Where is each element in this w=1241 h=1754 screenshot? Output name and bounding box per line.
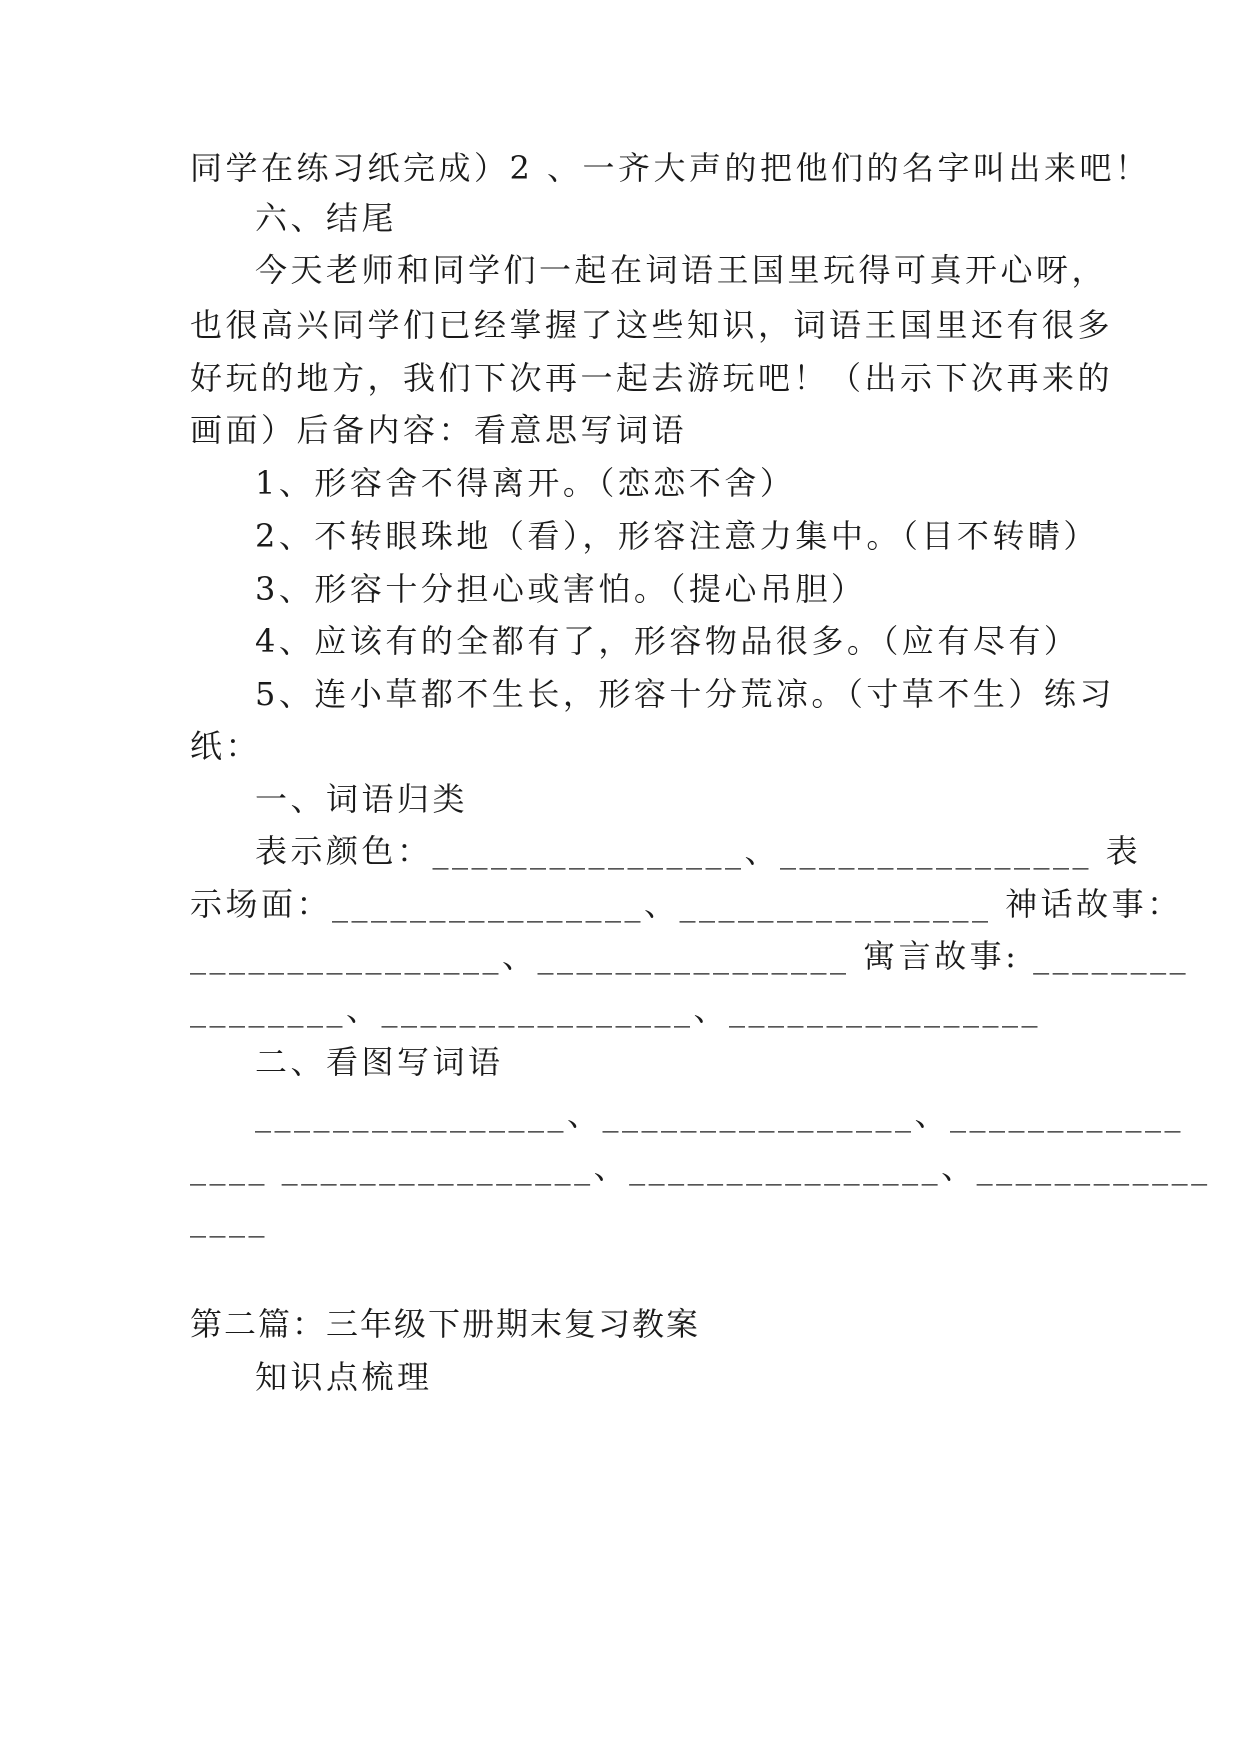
chapter-title: 第二篇：三年级下册期末复习教案 [190,1305,701,1343]
fill-blank-line: ________________、________________ 寓言故事: ________ [190,937,1190,975]
section-heading-ending: 六、结尾 [255,199,398,237]
fill-blank-line: ____ [190,1200,268,1238]
paragraph-line: 今天老师和同学们一起在词语王国里玩得可真开心呀， [255,251,1108,289]
paragraph-line: 画面）后备内容：看意思写词语 [190,411,688,449]
paragraph-line: 好玩的地方，我们下次再一起去游玩吧！（出示下次再来的 [190,359,1114,397]
section-heading-knowledge: 知识点梳理 [255,1358,433,1396]
list-item: 5、连小草都不生长，形容十分荒凉。（寸草不生）练习 [255,675,1115,713]
list-item: 1、形容舍不得离开。（恋恋不舍） [255,464,796,502]
fill-blank-line: ________________、________________、____________ [255,1095,1185,1133]
paragraph-line: 纸： [190,727,262,765]
fill-blank-line: ________、________________、________________ [190,990,1042,1028]
list-item: 2、不转眼珠地（看），形容注意力集中。（目不转睛） [255,517,1099,555]
list-item: 3、形容十分担心或害怕。（提心吊胆） [255,570,867,608]
section-heading-picture: 二、看图写词语 [255,1043,504,1081]
section-heading-classify: 一、词语归类 [255,780,469,818]
fill-blank-line: 示场面：________________、________________ 神话故事： [190,885,1183,923]
fill-blank-line: ____ ________________、________________、____________ [190,1148,1211,1186]
fill-blank-line: 表示颜色：________________、________________ 表 [255,832,1142,870]
paragraph-line: 也很高兴同学们已经掌握了这些知识，词语王国里还有很多 [190,306,1114,344]
list-item: 4、应该有的全都有了，形容物品很多。（应有尽有） [255,622,1080,660]
paragraph-line: 同学在练习纸完成）2 、一齐大声的把他们的名字叫出来吧！ [190,149,1151,187]
